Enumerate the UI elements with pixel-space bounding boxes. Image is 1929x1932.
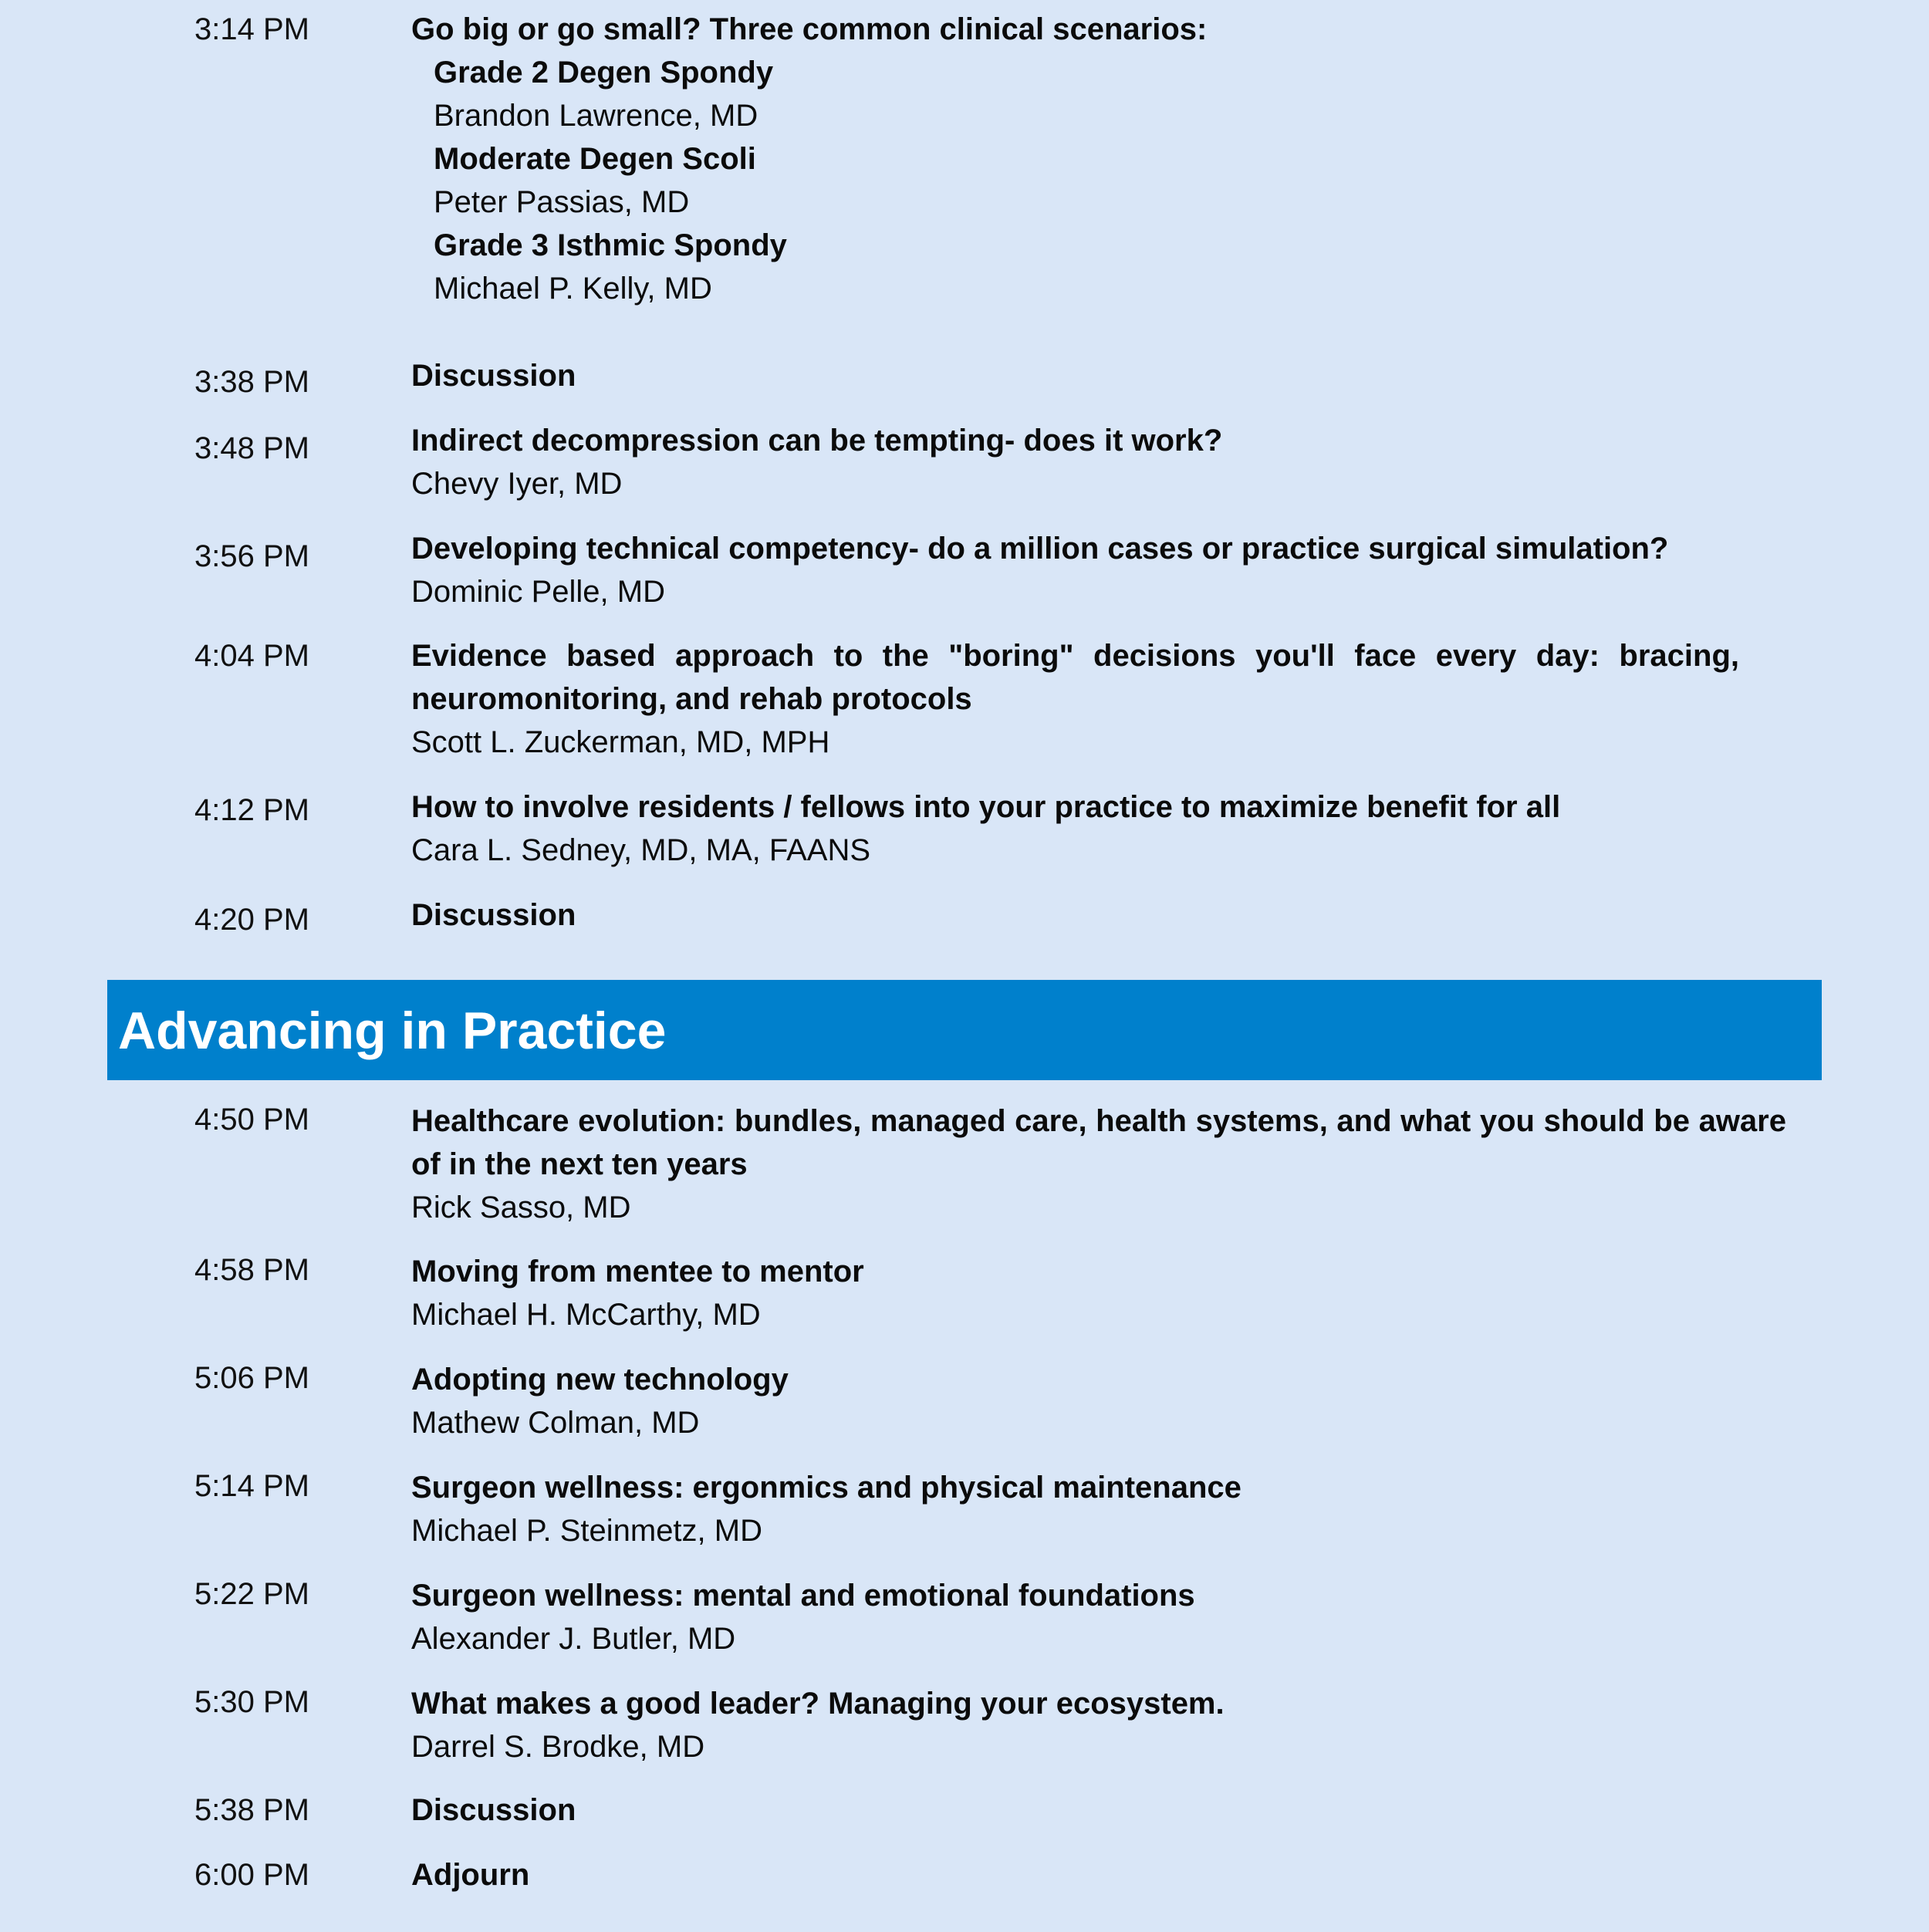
- agenda-time: 3:14 PM: [194, 12, 309, 46]
- agenda-title: Adopting new technology: [411, 1363, 789, 1397]
- agenda-time: 5:22 PM: [194, 1577, 309, 1611]
- agenda-speaker: Darrel S. Brodke, MD: [411, 1730, 705, 1764]
- agenda-time: 4:20 PM: [194, 903, 309, 937]
- agenda-speaker: Michael P. Steinmetz, MD: [411, 1514, 762, 1548]
- agenda-speaker: Chevy Iyer, MD: [411, 467, 623, 501]
- agenda-title: What makes a good leader? Managing your ecosystem.: [411, 1687, 1225, 1721]
- agenda-title: Moving from mentee to mentor: [411, 1255, 864, 1289]
- agenda-title: Evidence based approach to the "boring" decisions you'll face every day: bracing, neuromonitoring, and rehab protocols: [411, 639, 1739, 716]
- agenda-title: Go big or go small? Three common clinical scenarios:: [411, 12, 1208, 46]
- agenda-time: 4:58 PM: [194, 1253, 309, 1287]
- agenda-speaker: Dominic Pelle, MD: [411, 575, 665, 609]
- scenario-title: Grade 2 Degen Spondy: [434, 56, 774, 90]
- agenda-speaker: Cara L. Sedney, MD, MA, FAANS: [411, 833, 871, 867]
- agenda-time: 4:12 PM: [194, 793, 309, 827]
- agenda-title: Discussion: [411, 359, 576, 393]
- agenda-title: Developing technical competency- do a million cases or practice surgical simulation?: [411, 532, 1669, 566]
- agenda-title: Adjourn: [411, 1858, 530, 1892]
- agenda-time: 5:30 PM: [194, 1685, 309, 1719]
- agenda-speaker: Rick Sasso, MD: [411, 1191, 631, 1224]
- agenda-time: 5:14 PM: [194, 1469, 309, 1503]
- agenda-time: 6:00 PM: [194, 1858, 309, 1892]
- agenda-title: Healthcare evolution: bundles, managed care, health systems, and what you should be aware of in the next ten years: [411, 1104, 1786, 1181]
- agenda-title: Surgeon wellness: mental and emotional foundations: [411, 1579, 1195, 1613]
- agenda-time: 5:06 PM: [194, 1361, 309, 1395]
- agenda-time: 3:48 PM: [194, 431, 309, 465]
- scenario-speaker: Brandon Lawrence, MD: [434, 99, 758, 133]
- agenda-title: How to involve residents / fellows into your practice to maximize benefit for all: [411, 790, 1561, 824]
- agenda-speaker: Scott L. Zuckerman, MD, MPH: [411, 725, 830, 759]
- agenda-speaker: Michael H. McCarthy, MD: [411, 1298, 761, 1332]
- agenda-title: Indirect decompression can be tempting- does it work?: [411, 424, 1223, 458]
- agenda-time: 4:04 PM: [194, 639, 309, 673]
- section-title: Advancing in Practice: [118, 1001, 667, 1060]
- agenda-title: Discussion: [411, 898, 576, 932]
- scenario-title: Moderate Degen Scoli: [434, 142, 756, 176]
- agenda-time: 3:56 PM: [194, 539, 309, 573]
- agenda-speaker: Mathew Colman, MD: [411, 1406, 700, 1440]
- section-header: [107, 980, 1822, 1080]
- agenda-time: 4:50 PM: [194, 1103, 309, 1137]
- scenario-speaker: Michael P. Kelly, MD: [434, 272, 712, 306]
- scenario-title: Grade 3 Isthmic Spondy: [434, 228, 787, 262]
- agenda-title: Discussion: [411, 1793, 576, 1827]
- agenda-title: Surgeon wellness: ergonmics and physical maintenance: [411, 1471, 1242, 1505]
- scenario-speaker: Peter Passias, MD: [434, 185, 690, 219]
- agenda-time: 5:38 PM: [194, 1793, 309, 1827]
- agenda-time: 3:38 PM: [194, 365, 309, 399]
- agenda-speaker: Alexander J. Butler, MD: [411, 1622, 736, 1656]
